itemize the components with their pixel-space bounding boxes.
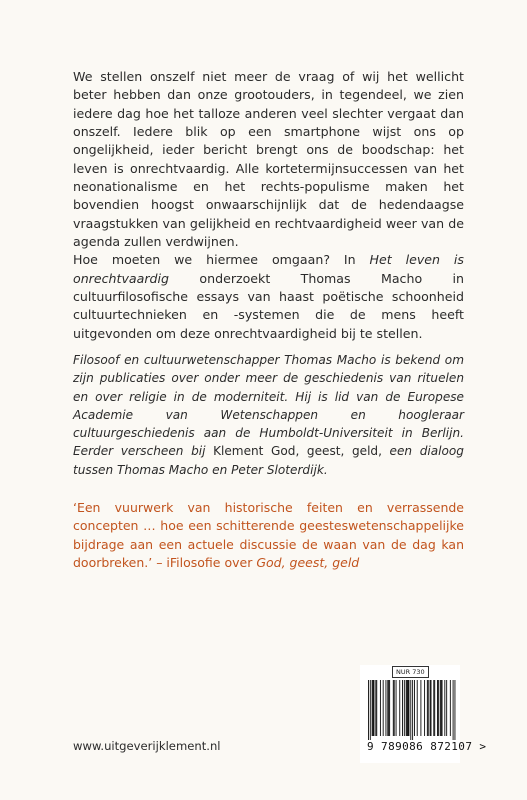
publisher-website[interactable]: www.uitgeverijklement.nl bbox=[73, 739, 221, 753]
barcode-bar bbox=[417, 680, 418, 736]
barcode-bar bbox=[394, 680, 395, 736]
previous-book: Klement God, geest, geld, bbox=[213, 444, 382, 459]
barcode-bar bbox=[396, 680, 397, 736]
barcode-bar bbox=[410, 680, 411, 740]
author-bio-end: een dialoog tussen Thomas Macho en Peter Sloterdijk. bbox=[73, 444, 464, 477]
barcode-bar bbox=[402, 680, 403, 736]
review-quote bbox=[73, 499, 464, 573]
barcode-bar bbox=[434, 680, 435, 736]
barcode-bar bbox=[375, 680, 376, 736]
barcode-bar bbox=[408, 680, 409, 736]
barcode-bar bbox=[404, 680, 405, 736]
barcode-bar bbox=[424, 680, 425, 736]
barcode-bar bbox=[441, 680, 442, 736]
barcode-bar bbox=[437, 680, 438, 736]
barcode-bar bbox=[408, 680, 409, 736]
barcode-bar bbox=[387, 680, 388, 736]
barcode-bar bbox=[385, 680, 386, 736]
barcode-bar bbox=[393, 680, 394, 736]
barcode-bar bbox=[420, 680, 421, 736]
barcode-bar bbox=[389, 680, 390, 736]
blurb-text bbox=[73, 68, 464, 343]
quote-source-title: God, geest, geld bbox=[256, 555, 360, 571]
book-title: Het leven is onrechtvaardig bbox=[73, 252, 464, 286]
barcode-bar bbox=[372, 680, 373, 736]
barcode-bar bbox=[430, 680, 431, 736]
isbn-barcode bbox=[364, 680, 460, 740]
quote-source: – iFilosofie over bbox=[152, 555, 257, 571]
barcode-bar bbox=[440, 680, 441, 736]
barcode-bar bbox=[380, 680, 381, 736]
barcode-bar bbox=[428, 680, 429, 736]
isbn-digits: 9 789086 872107 > bbox=[367, 740, 487, 753]
barcode-bar bbox=[399, 680, 400, 736]
barcode-bar bbox=[376, 680, 377, 736]
barcode-bar bbox=[433, 680, 434, 736]
blurb-paragraph-2-start: Hoe moeten we hiermee omgaan? In bbox=[73, 252, 370, 268]
barcode-bar bbox=[442, 680, 443, 736]
barcode-bar bbox=[438, 680, 439, 736]
barcode-bar bbox=[374, 680, 375, 736]
author-bio-start: Filosoof en cultuurwetenschapper Thomas Macho is bekend om zijn publicaties over onder meer de geschiedenis van rituelen en over religie in de moderniteit. Hij is lid van de Europese Academie van Wetenschappen en hoogleraar cultuurgeschiedenis aan de Humboldt-Universiteit in Berlijn. Eerder verscheen bij bbox=[73, 353, 464, 459]
barcode-bar bbox=[370, 680, 371, 740]
nur-code: NUR 730 bbox=[392, 666, 429, 678]
barcode-bar bbox=[444, 680, 445, 736]
blurb-paragraph-2 bbox=[73, 251, 464, 343]
barcode-bar bbox=[454, 680, 455, 740]
barcode-bar bbox=[383, 680, 384, 736]
barcode-bar bbox=[450, 680, 451, 736]
barcode-bar bbox=[431, 680, 432, 736]
barcode-bar bbox=[368, 680, 369, 740]
barcode-bar bbox=[388, 680, 389, 736]
barcode-bar bbox=[453, 680, 454, 740]
quote-text: ‘Een vuurwerk van historische feiten en verrassende concepten … hoe een schitterende geesteswetenschappelijke bijdrage aan een actuele discussie de waan van de dag kan doorbreken.’ bbox=[73, 500, 464, 571]
barcode-bar bbox=[407, 680, 408, 736]
blurb-paragraph-2-end: onderzoekt Thomas Macho in cultuurfilosofische essays van haast poëtische schoonheid cultuurtechnieken en -systemen die de mens heeft uitgevonden om deze onrechtvaardigheid bij te stellen. bbox=[73, 270, 464, 341]
barcode-bar bbox=[414, 680, 415, 736]
blurb-paragraph-1: We stellen onszelf niet meer de vraag of wij het wellicht beter hebben dan onze grootouders, in tegendeel, we zien iedere dag hoe het talloze anderen veel slechter vergaat dan onszelf. Iedere blik op een smartphone wijst ons op ongelijkheid, ieder bericht brengt ons de boodschap: het leven is onrechtvaardig. Alle kortetermijnsuccessen van het neonationalisme en het rechts-populisme maken het bovendien hoogst onwaarschijnlijk dat de hedendaagse vraagstukken van gelijkheid en rechtvaardigheid weer van de agenda zullen verdwijnen. bbox=[73, 69, 464, 250]
barcode-bar bbox=[406, 680, 407, 736]
barcode-bar bbox=[373, 680, 374, 736]
barcode-bar bbox=[412, 680, 413, 740]
barcode-bar bbox=[427, 680, 428, 736]
author-bio bbox=[73, 351, 464, 479]
barcode-bar bbox=[446, 680, 447, 736]
